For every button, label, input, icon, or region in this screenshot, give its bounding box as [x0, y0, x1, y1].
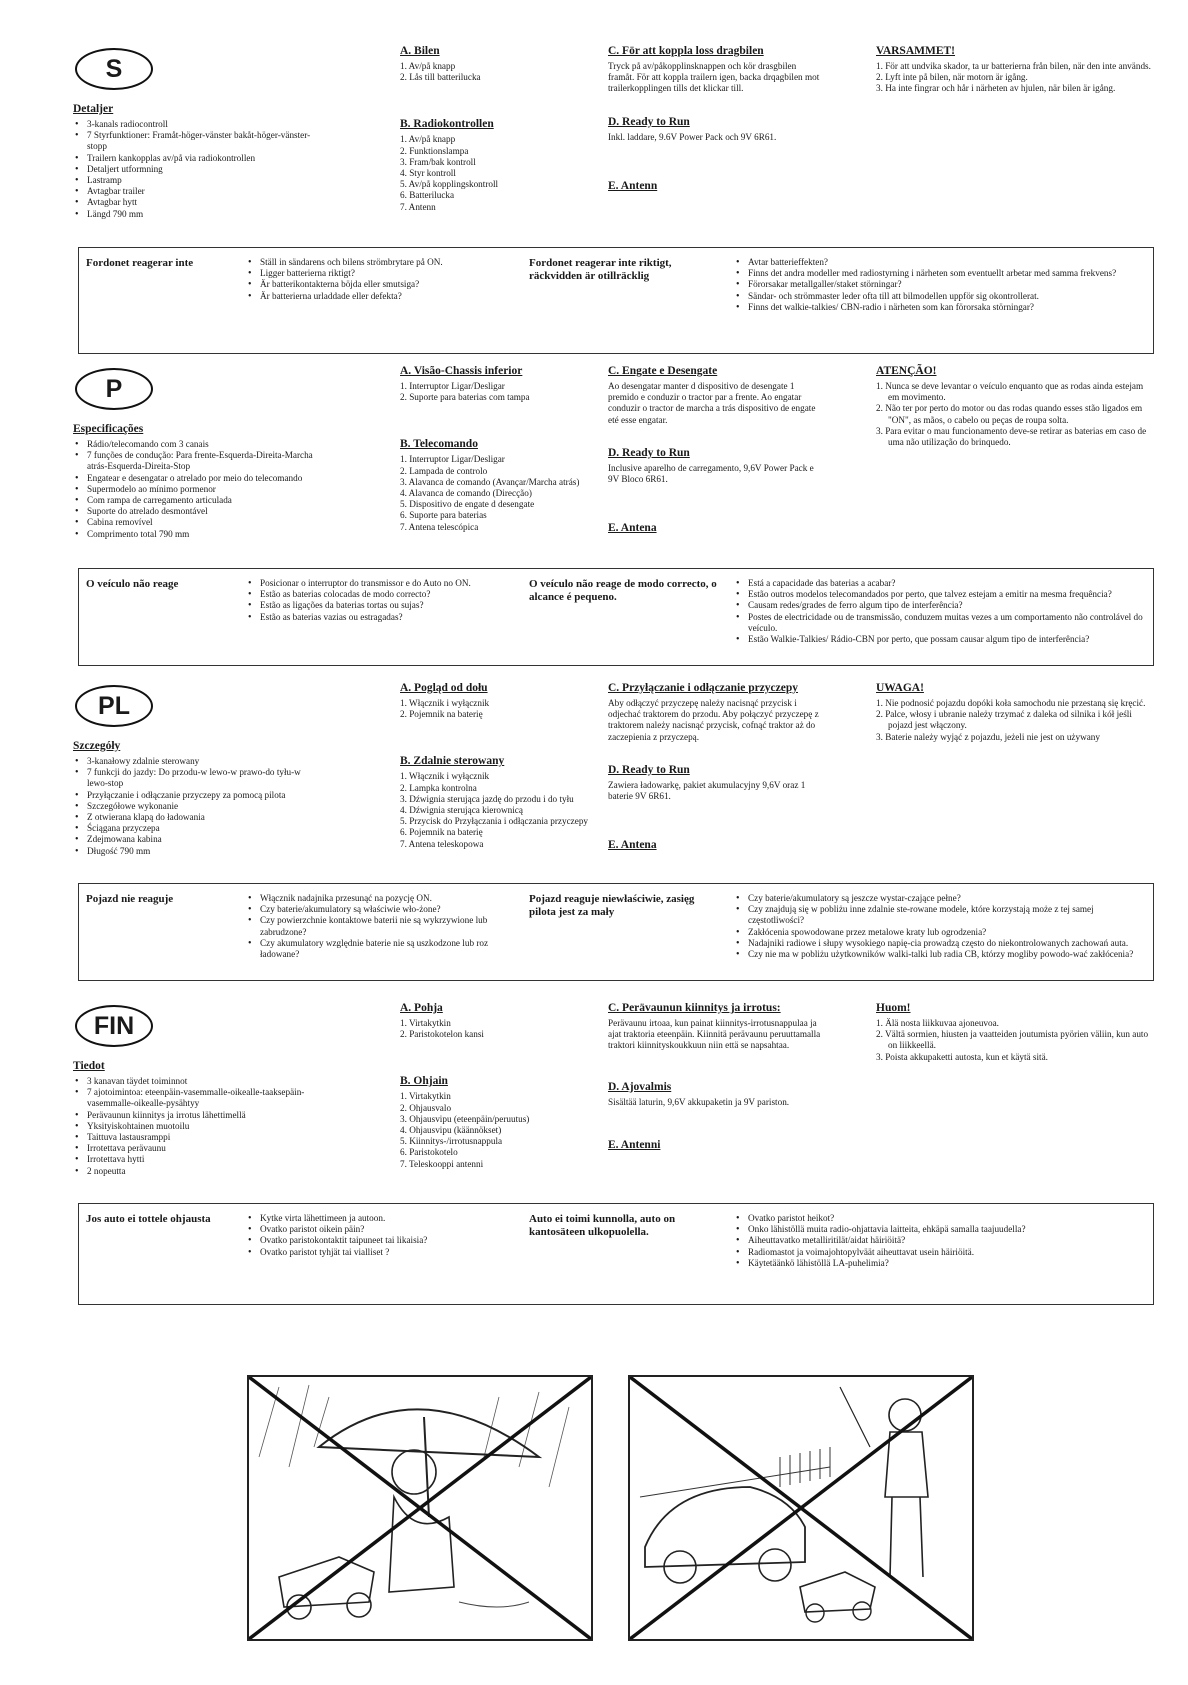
warning-title: ATENÇÃO! — [876, 365, 937, 377]
list-item: • Ovatko paristokontaktit taipuneet tai likaisia? — [246, 1235, 524, 1246]
numbered-item: 2. Lampada de controlo — [400, 465, 488, 476]
warning-column — [876, 44, 1152, 95]
list-item: • Czy powierzchnie kontaktowe baterii nie są wykrzywione lub zabrudzone? — [246, 915, 524, 937]
section-a-list — [400, 1018, 590, 1040]
list-item: • Perävaunun kiinnitys ja irrotus lähettimellä — [73, 1110, 323, 1121]
list-item: • 7 ajotoimintoa: eteenpäin-vasemmalle-oikealle-taaksepäin-vasemmalle-oikealle-pysähtyy — [73, 1087, 323, 1109]
numbered-item: 2. Ohjausvalo — [400, 1102, 452, 1113]
numbered-item: 3. Alavanca de comando (Avançar/Marcha atrás) — [400, 476, 580, 487]
list-item: • Causam redes/grades de ferro algum tipo de interferência? — [734, 600, 1144, 611]
list-item: • 3-kanałowy zdalnie sterowany — [73, 756, 323, 767]
list-item: • Finns det andra modeller med radiostyrning i närheten som eventuellt arbetar med samma frekvens? — [734, 268, 1144, 279]
section-a-title: A. Pogląd od dołu — [400, 682, 488, 694]
list-item: • Finns det walkie-talkies/ CBN-radio i närheten som kan förorsaka störningar? — [734, 302, 1144, 313]
list-item: • Włącznik nadajnika przesunąć na pozycję ON. — [246, 893, 524, 904]
coupling-column — [608, 681, 823, 852]
list-item: • 3 kanavan täydet toiminnot — [73, 1076, 323, 1087]
section-b-title: B. Zdalnie sterowany — [400, 755, 505, 768]
section-e-title: E. Antenn — [608, 179, 658, 192]
parts-column — [400, 364, 590, 533]
list-item: • Yksityiskohtainen muotoilu — [73, 1121, 323, 1132]
warning-column — [876, 1001, 1152, 1063]
numbered-item: 1. Virtakytkin — [400, 1091, 451, 1102]
list-item: • Ligger batterierna riktigt? — [246, 268, 524, 279]
details-list — [73, 119, 323, 220]
details-title: Szczegóły — [73, 740, 121, 752]
section-b-list — [400, 1091, 590, 1169]
trouble1-title: Pojazd nie reaguje — [86, 893, 174, 905]
section-e-title: E. Antena — [608, 839, 657, 852]
coupling-column — [608, 364, 823, 535]
numbered-item: 3. Para evitar o mau funcionamento deve-se retirar as baterias em caso de uma não utilização do brinquedo. — [876, 425, 1147, 448]
numbered-item: 3. Dźwignia sterująca jazdę do przodu i do tyłu — [400, 793, 574, 804]
section-c-title: C. För att koppla loss dragbilen — [608, 45, 764, 57]
numbered-item: 1. Älä nosta liikkuvaa ajoneuvoa. — [876, 1018, 999, 1028]
list-item: • 2 nopeutta — [73, 1166, 323, 1177]
parts-column — [400, 681, 590, 850]
numbered-item: 6. Pojemnik na baterię — [400, 827, 483, 838]
trouble2-title: Fordonet reagerar inte riktigt, räckvidden är otillräcklig — [529, 257, 672, 282]
numbered-item: 6. Paristokotelo — [400, 1147, 458, 1158]
section-b-title: B. Radiokontrollen — [400, 118, 494, 131]
numbered-item: 2. Não ter por perto do motor ou das rodas quando esses stão ligados em "ON", as mãos, o cabelo ou peças de roupa solta. — [876, 403, 1143, 425]
trouble2-title: Pojazd reaguje niewłaściwie, zasięg pilota jest za mały — [529, 893, 695, 918]
section-a-title: A. Visão-Chassis inferior — [400, 365, 523, 377]
coupling-column — [608, 44, 823, 193]
trouble2-title: Auto ei toimi kunnolla, auto on kantosäteen ulkopuolella. — [529, 1213, 676, 1238]
parts-column — [400, 1001, 590, 1170]
list-item: • Z otwierana klapą do ładowania — [73, 812, 323, 823]
list-item: • Rádio/telecomando com 3 canais — [73, 439, 323, 450]
section-d-text: Inclusive aparelho de carregamento, 9,6V Power Pack e 9V Bloco 6R61. — [608, 462, 814, 485]
section-b-list — [400, 454, 590, 532]
section-c-text: Aby odłączyć przyczepę należy nacisnąć przycisk i odjechać traktorem do przodu. Aby połączyć przyczepę z traktorem należy nacisnąć przycisk, cofnąć traktor aż do zaczepienia z przyczepą. — [608, 698, 819, 742]
child-near-cars-crossed-icon — [630, 1377, 972, 1639]
trouble1-list — [246, 1213, 524, 1258]
numbered-item: 7. Teleskooppi antenni — [400, 1158, 484, 1169]
numbered-item: 4. Alavanca de comando (Direcção) — [400, 488, 532, 499]
list-item: • Com rampa de carregamento articulada — [73, 495, 323, 506]
list-item: • Comprimento total 790 mm — [73, 529, 323, 540]
numbered-item: 3. Fram/bak kontroll — [400, 156, 476, 167]
trouble1-list — [246, 257, 524, 302]
details-title: Especificações — [73, 423, 144, 435]
list-item: • Radiomastot ja voimajohtopylväät aiheuttavat usein häiriöitä. — [734, 1247, 1144, 1258]
list-item: • Förorsakar metallgaller/staket störningar? — [734, 279, 1144, 290]
numbered-item: 2. Vältä sormien, hiusten ja vaatteiden joutumista pyörien väliin, kun auto on liikkeellä. — [876, 1029, 1149, 1051]
numbered-item: 5. Przycisk do Przyłączania i odłączania przyczepy — [400, 816, 589, 827]
section-d-text: Zawiera ładowarkę, pakiet akumulacyjny 9,6V oraz 1 baterie 9V 6R61. — [608, 779, 806, 802]
list-item: • Längd 790 mm — [73, 209, 323, 220]
language-badge: S — [75, 48, 153, 90]
section-e-title: E. Antena — [608, 522, 657, 535]
details-title: Detaljer — [73, 103, 114, 115]
list-item: • Ściągana przyczepa — [73, 823, 323, 834]
list-item: • Taittuva lastausramppi — [73, 1132, 323, 1143]
details-list — [73, 756, 323, 857]
section-c-text: Perävaunu irtoaa, kun painat kiinnitys-irrotusnappulaa ja ajat traktoria eteenpäin. Kiinnitä perävaunu peruuttamalla traktori kiinnityskoukkuun niin että se napsahtaa. — [608, 1018, 821, 1051]
list-item: • Przyłączanie i odłączanie przyczepy za pomocą pilota — [73, 790, 323, 801]
troubleshooting-box — [78, 883, 1154, 981]
section-c-text: Tryck på av/påkopplinsknappen och kör drasgbilen framåt. För att koppla trailern igen, backa drqagbilen mot trailerkopplingen tills det klickar till. — [608, 61, 820, 94]
warning-column — [876, 681, 1152, 743]
section-d-title: D. Ajovalmis — [608, 1080, 672, 1093]
section-e-title: E. Antenni — [608, 1138, 661, 1151]
list-item: • Estão outros modelos telecomandados por perto, que talvez estejam a emitir na mesma frequência? — [734, 589, 1144, 600]
numbered-item: 3. Ohjausvipu (eteenpäin/peruutus) — [400, 1113, 530, 1124]
numbered-item: 7. Antenn — [400, 201, 436, 212]
trouble1-list — [246, 893, 524, 960]
list-item: • Ovatko paristot oikein päin? — [246, 1224, 524, 1235]
list-item: • 3-kanals radiocontroll — [73, 119, 323, 130]
numbered-item: 3. Ha inte fingrar och hår i närheten av hjulen, när bilen är igång. — [876, 83, 1116, 94]
details-column — [73, 422, 323, 540]
list-item: • Zdejmowana kabina — [73, 834, 323, 845]
warning-title: Huom! — [876, 1002, 911, 1014]
trouble2-list — [734, 578, 1144, 645]
numbered-item: 5. Av/på kopplingskontroll — [400, 179, 499, 190]
child-in-rain-crossed-icon — [249, 1377, 591, 1639]
list-item: • Estão as baterias vazias ou estragadas? — [246, 612, 524, 623]
list-item: • Está a capacidade das baterias a acabar? — [734, 578, 1144, 589]
coupling-column — [608, 1001, 823, 1152]
trouble1-title: Fordonet reagerar inte — [86, 257, 194, 269]
section-b-title: B. Ohjain — [400, 1075, 448, 1088]
numbered-item: 6. Batterilucka — [400, 190, 455, 201]
numbered-item: 1. Nie podnosić pojazdu dopóki koła samochodu nie przestaną się kręcić. — [876, 698, 1146, 708]
list-item: • Estão Walkie-Talkies/ Rádio-CBN por perto, que possam causar algum tipo de interferência? — [734, 634, 1144, 645]
numbered-item: 4. Dźwignia sterująca kierownicą — [400, 805, 523, 816]
numbered-item: 7. Antena teleskopowa — [400, 838, 484, 849]
list-item: • Är batterierna urladdade eller defekta? — [246, 291, 524, 302]
list-item: • Irrotettava perävaunu — [73, 1143, 323, 1154]
trouble1-title: O veículo não reage — [86, 578, 179, 590]
section-a-title: A. Pohja — [400, 1002, 443, 1014]
list-item: • Sändar- och strömmaster leder ofta till att bilmodellen uppför sig okontrollerat. — [734, 291, 1144, 302]
warning-list — [876, 61, 1152, 95]
list-item: • Detaljert utformning — [73, 164, 323, 175]
section-d-text: Inkl. laddare, 9.6V Power Pack och 9V 6R61. — [608, 131, 777, 142]
section-a-list — [400, 381, 590, 403]
numbered-item: 1. För att undvika skador, ta ur batterierna från bilen, när den inte används. — [876, 61, 1151, 71]
list-item: • Czy baterie/akumulatory są właściwie wło-żone? — [246, 904, 524, 915]
list-item: • Czy znajdują się w pobliżu inne zdalnie ste-rowane modele, które korzystają może z tej samej częstotliwości? — [734, 904, 1144, 926]
numbered-item: 1. Av/på knapp — [400, 134, 456, 145]
language-badge: P — [75, 368, 153, 410]
list-item: • Kytke virta lähettimeen ja autoon. — [246, 1213, 524, 1224]
section-a-title: A. Bilen — [400, 45, 440, 57]
numbered-item: 1. Interruptor Ligar/Desligar — [400, 454, 505, 465]
numbered-item: 2. Lampka kontrolna — [400, 782, 477, 793]
details-list — [73, 1076, 323, 1177]
list-item: • Trailern kankopplas av/på via radiokontrollen — [73, 153, 323, 164]
list-item: • Suporte do atrelado desmontável — [73, 506, 323, 517]
list-item: • Cabina removível — [73, 517, 323, 528]
language-badge: PL — [75, 685, 153, 727]
numbered-item: 2. Funktionslampa — [400, 145, 469, 156]
numbered-item: 2. Suporte para baterias com tampa — [400, 392, 530, 403]
numbered-item: 7. Antena telescópica — [400, 521, 479, 532]
list-item: • Posicionar o interruptor do transmissor e do Auto no ON. — [246, 578, 524, 589]
section-c-title: C. Perävaunun kiinnitys ja irrotus: — [608, 1002, 781, 1014]
numbered-item: 3. Baterie należy wyjąć z pojazdu, jeżeli nie jest on używany — [876, 731, 1100, 742]
details-column — [73, 1059, 323, 1177]
language-badge: FIN — [75, 1005, 153, 1047]
warning-list — [876, 698, 1152, 743]
trouble2-list — [734, 1213, 1144, 1269]
numbered-item: 1. Interruptor Ligar/Desligar — [400, 381, 505, 391]
section-a-list — [400, 698, 590, 720]
list-item: • Estão as baterias colocadas de modo correcto? — [246, 589, 524, 600]
list-item: • 7 funções de condução: Para frente-Esquerda-Direita-Marcha atrás-Esquerda-Direita-Stop — [73, 450, 323, 472]
trouble2-list — [734, 257, 1144, 313]
troubleshooting-box — [78, 568, 1154, 666]
details-column — [73, 739, 323, 857]
list-item: • Avtagbar hytt — [73, 197, 323, 208]
section-a-list — [400, 61, 590, 83]
details-list — [73, 439, 323, 540]
list-item: • Czy baterie/akumulatory są jeszcze wystar-czające pełne? — [734, 893, 1144, 904]
numbered-item: 1. Av/på knapp — [400, 61, 456, 71]
list-item: • Avtar batterieffekten? — [734, 257, 1144, 268]
section-c-text: Ao desengatar manter d dispositivo de desengate 1 premido e conduzir o tractor par a frente. Ao engatar conduzir o tractor de marcha a trás dispositivo de engate eté esse engatar. — [608, 381, 816, 425]
numbered-item: 4. Ohjausvipu (käännökset) — [400, 1125, 502, 1136]
warning-list — [876, 381, 1152, 448]
parts-column — [400, 44, 590, 213]
list-item: • Czy akumulatory względnie baterie nie są uszkodzone lub roz ładowane? — [246, 938, 524, 960]
numbered-item: 1. Włącznik i wyłącznik — [400, 771, 490, 782]
troubleshooting-box — [78, 247, 1154, 354]
list-item: • Szczegółowe wykonanie — [73, 801, 323, 812]
list-item: • Engatear e desengatar o atrelado por meio do telecomando — [73, 473, 323, 484]
trouble1-title: Jos auto ei tottele ohjausta — [86, 1213, 211, 1225]
numbered-item: 2. Lyft inte på bilen, när motorn är igång. — [876, 72, 1028, 83]
list-item: • Estão as ligações da baterias tortas ou sujas? — [246, 600, 524, 611]
list-item: • Zakłócenia spowodowane przez metalowe kraty lub ogrodzenia? — [734, 927, 1144, 938]
warning-column — [876, 364, 1152, 448]
numbered-item: 2. Palce, włosy i ubranie należy trzymać z daleka od silnika i kół jeśli pojazd jest włączony. — [876, 709, 1132, 731]
section-d-title: D. Ready to Run — [608, 763, 690, 776]
list-item: • Onko lähistöllä muita radio-ohjattavia laitteita, ehkäpä samalla taajuudella? — [734, 1224, 1144, 1235]
rain-warning-illustration — [247, 1375, 593, 1641]
list-item: • Lastramp — [73, 175, 323, 186]
numbered-item: 1. Włącznik i wyłącznik — [400, 698, 490, 708]
numbered-item: 4. Styr kontroll — [400, 168, 456, 179]
warning-list — [876, 1018, 1152, 1063]
section-d-title: D. Ready to Run — [608, 446, 690, 459]
list-item: • Supermodelo ao mínimo pormenor — [73, 484, 323, 495]
list-item: • Długość 790 mm — [73, 846, 323, 857]
troubleshooting-box — [78, 1203, 1154, 1305]
numbered-item: 3. Poista akkupaketti autosta, kun et käytä sitä. — [876, 1051, 1048, 1062]
details-title: Tiedot — [73, 1060, 105, 1072]
traffic-warning-illustration — [628, 1375, 974, 1641]
list-item: • Avtagbar trailer — [73, 186, 323, 197]
warning-title: VARSAMMET! — [876, 45, 956, 57]
trouble2-title: O veículo não reage de modo correcto, o alcance é pequeno. — [529, 578, 717, 603]
numbered-item: 2. Lås till batterilucka — [400, 72, 481, 83]
list-item: • Aiheuttavatko metalliritilät/aidat häiriöitä? — [734, 1235, 1144, 1246]
list-item: • Irrotettava hytti — [73, 1154, 323, 1165]
warning-title: UWAGA! — [876, 682, 924, 694]
numbered-item: 2. Paristokotelon kansi — [400, 1029, 484, 1040]
list-item: • Käytetäänkö lähistöllä LA-puhelimia? — [734, 1258, 1144, 1269]
numbered-item: 2. Pojemnik na baterię — [400, 709, 483, 720]
list-item: • Czy nie ma w pobliżu użytkowników walki-talki lub radia CB, którzy mogliby powodo-wać zakłócenia? — [734, 949, 1144, 960]
section-d-text: Sisältää laturin, 9,6V akkupaketin ja 9V pariston. — [608, 1096, 790, 1107]
trouble1-list — [246, 578, 524, 623]
section-b-list — [400, 134, 590, 212]
numbered-item: 1. Virtakytkin — [400, 1018, 451, 1028]
list-item: • 7 Styrfunktioner: Framåt-höger-vänster bakåt-höger-vänster-stopp — [73, 130, 323, 152]
trouble2-list — [734, 893, 1144, 960]
details-column — [73, 102, 323, 220]
list-item: • Är batterikontakterna böjda eller smutsiga? — [246, 279, 524, 290]
list-item: • Postes de electricidade ou de transmissão, conduzem muitas vezes a um comportamento não controlável do veículo. — [734, 612, 1144, 634]
numbered-item: 6. Suporte para baterias — [400, 510, 487, 521]
list-item: • 7 funkcji do jazdy: Do przodu-w lewo-w prawo-do tyłu-w lewo-stop — [73, 767, 323, 789]
list-item: • Ovatko paristot heikot? — [734, 1213, 1144, 1224]
list-item: • Nadajniki radiowe i słupy wysokiego napię-cia prowadzą często do niekontrolowanych zachowań auta. — [734, 938, 1144, 949]
list-item: • Ställ in sändarens och bilens strömbrytare på ON. — [246, 257, 524, 268]
list-item: • Ovatko paristot tyhjät tai vialliset ? — [246, 1247, 524, 1258]
section-d-title: D. Ready to Run — [608, 115, 690, 128]
numbered-item: 5. Kiinnitys-/irrotusnappula — [400, 1136, 503, 1147]
numbered-item: 5. Dispositivo de engate d desengate — [400, 499, 535, 510]
numbered-item: 1. Nunca se deve levantar o veículo enquanto que as rodas ainda estejam em movimento. — [876, 381, 1144, 403]
section-b-list — [400, 771, 590, 849]
section-c-title: C. Przyłączanie i odłączanie przyczepy — [608, 682, 799, 694]
section-b-title: B. Telecomando — [400, 438, 478, 451]
section-c-title: C. Engate e Desengate — [608, 365, 718, 377]
